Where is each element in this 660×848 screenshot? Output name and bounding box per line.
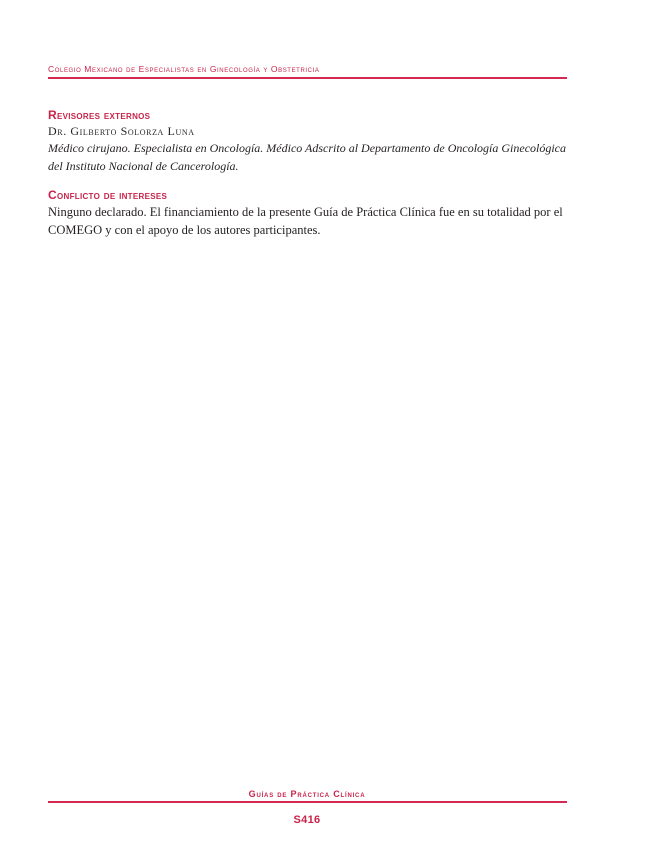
conflict-body: Ninguno declarado. El financiamiento de la presente Guía de Práctica Clínica fue en su totalidad por el COMEGO y con el apoyo de los autores participantes. (48, 205, 563, 237)
page-number: S416 (293, 814, 321, 826)
footer-title: Guías de Práctica Clínica (248, 789, 366, 799)
reviewers-heading: Revisores externos (48, 108, 151, 122)
header-title: Colegio Mexicano de Especialistas en Ginecología y Obstetricia (48, 64, 320, 74)
reviewers-section (48, 107, 568, 175)
header-divider (48, 77, 567, 79)
reviewer-name: Dr. Gilberto Solorza Luna (48, 124, 195, 138)
footer-divider (48, 801, 567, 803)
reviewer-description: Médico cirujano. Especialista en Oncología. Médico Adscrito al Departamento de Oncología Ginecológica del Instituto Nacional de Cancerología. (48, 141, 567, 173)
conflict-section (48, 187, 568, 239)
conflict-heading: Conflicto de intereses (48, 188, 168, 202)
